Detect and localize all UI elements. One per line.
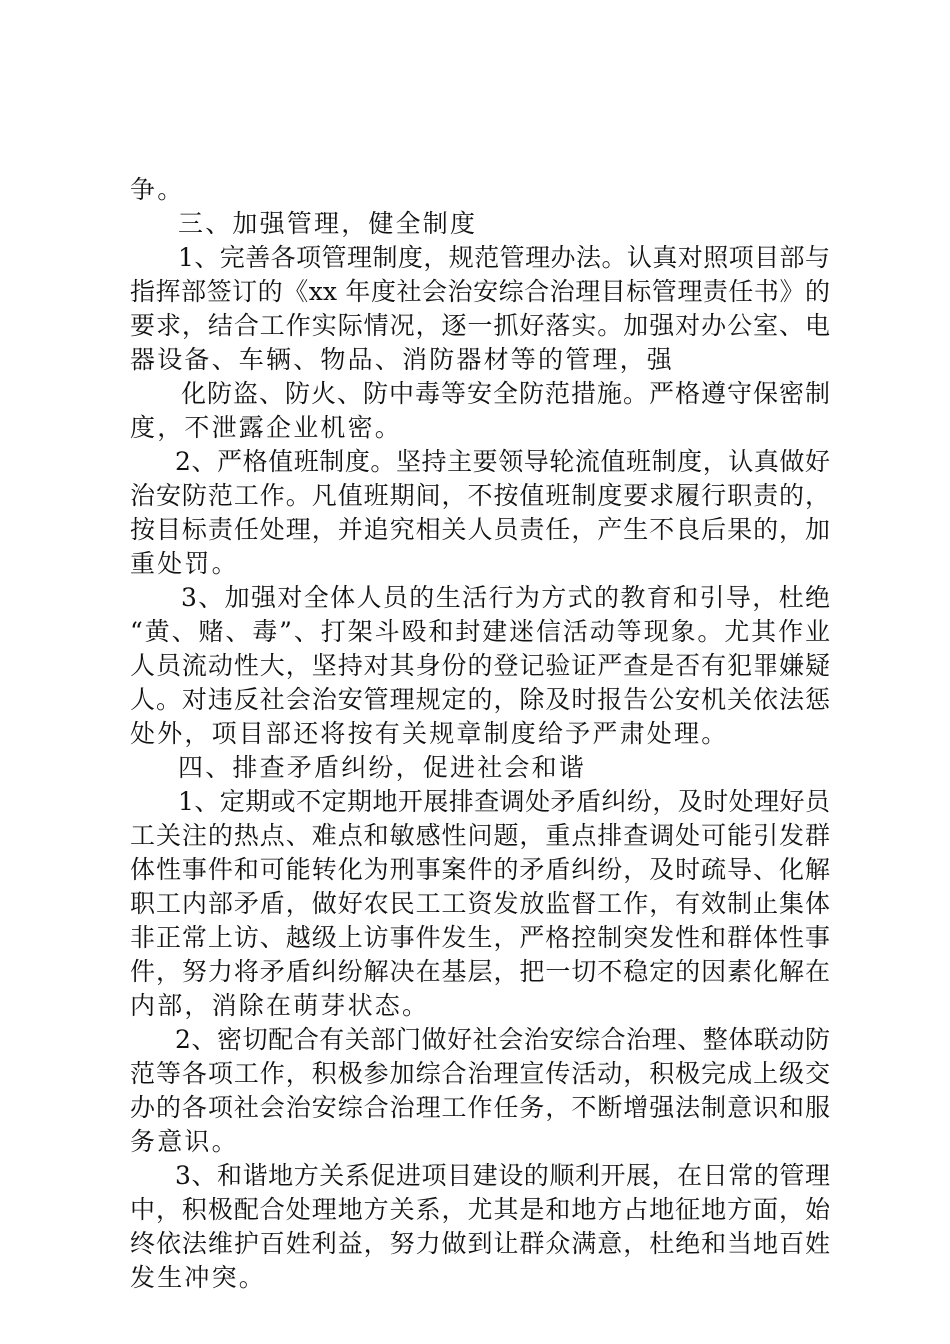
section-heading: 四、排查矛盾纠纷，促进社会和谐 bbox=[178, 753, 587, 782]
text-line: 范等各项工作，积极参加综合治理宣传活动，积极完成上级交 bbox=[130, 1059, 830, 1088]
text-line: “黄、赌、毒”、打架斗殴和封建迷信活动等现象。尤其作业 bbox=[130, 617, 830, 646]
text-line: 3、和谐地方关系促进项目建设的顺利开展，在日常的管理 bbox=[175, 1161, 830, 1190]
text-line: 非正常上访、越级上访事件发生，严格控制突发性和群体性事 bbox=[130, 923, 830, 952]
text-line: 重处罚。 bbox=[130, 549, 239, 578]
text-line: 终依法维护百姓利益，努力做到让群众满意，杜绝和当地百姓 bbox=[130, 1229, 830, 1258]
text-line: 1、定期或不定期地开展排查调处矛盾纠纷，及时处理好员 bbox=[178, 787, 830, 816]
text-line: 化防盗、防火、防中毒等安全防范措施。严格遵守保密制 bbox=[181, 379, 830, 408]
text-line: 人员流动性大，坚持对其身份的登记验证严查是否有犯罪嫌疑 bbox=[130, 651, 830, 680]
text-line: 体性事件和可能转化为刑事案件的矛盾纠纷，及时疏导、化解 bbox=[130, 855, 830, 884]
text-line: 务意识。 bbox=[130, 1127, 239, 1156]
text-line: 办的各项社会治安综合治理工作任务，不断增强法制意识和服 bbox=[130, 1093, 830, 1122]
text-line: 处外，项目部还将按有关规章制度给予严肃处理。 bbox=[130, 719, 729, 748]
text-line: 按目标责任处理，并追究相关人员责任，产生不良后果的，加 bbox=[130, 515, 830, 544]
text-line: 度，不泄露企业机密。 bbox=[130, 413, 403, 442]
text-line: 工关注的热点、难点和敏感性问题，重点排查调处可能引发群 bbox=[130, 821, 830, 850]
text-line: 中，积极配合处理地方关系，尤其是和地方占地征地方面，始 bbox=[130, 1195, 830, 1224]
text-line: 2、密切配合有关部门做好社会治安综合治理、整体联动防 bbox=[175, 1025, 830, 1054]
text-line: 职工内部矛盾，做好农民工工资发放监督工作，有效制止集体 bbox=[130, 889, 830, 918]
text-line: 3、加强对全体人员的生活行为方式的教育和引导，杜绝 bbox=[181, 583, 830, 612]
text-line: 要求，结合工作实际情况，逐一抓好落实。加强对办公室、电 bbox=[130, 311, 830, 340]
text-line: 争。 bbox=[130, 175, 185, 204]
text-line: 内部，消除在萌芽状态。 bbox=[130, 991, 430, 1020]
text-line: 指挥部签订的《xx 年度社会治安综合治理目标管理责任书》的 bbox=[130, 277, 830, 306]
text-line: 1、完善各项管理制度，规范管理办法。认真对照项目部与 bbox=[178, 243, 830, 272]
text-line: 人。对违反社会治安管理规定的，除及时报告公安机关依法惩 bbox=[130, 685, 830, 714]
text-line: 发生冲突。 bbox=[130, 1263, 267, 1292]
section-heading: 三、加强管理，健全制度 bbox=[178, 209, 478, 238]
text-line: 2、严格值班制度。坚持主要领导轮流值班制度，认真做好 bbox=[175, 447, 830, 476]
text-line: 治安防范工作。凡值班期间，不按值班制度要求履行职责的， bbox=[130, 481, 830, 510]
text-line: 件，努力将矛盾纠纷解决在基层，把一切不稳定的因素化解在 bbox=[130, 957, 830, 986]
text-line: 器设备、车辆、物品、消防器材等的管理，强 bbox=[130, 345, 675, 374]
